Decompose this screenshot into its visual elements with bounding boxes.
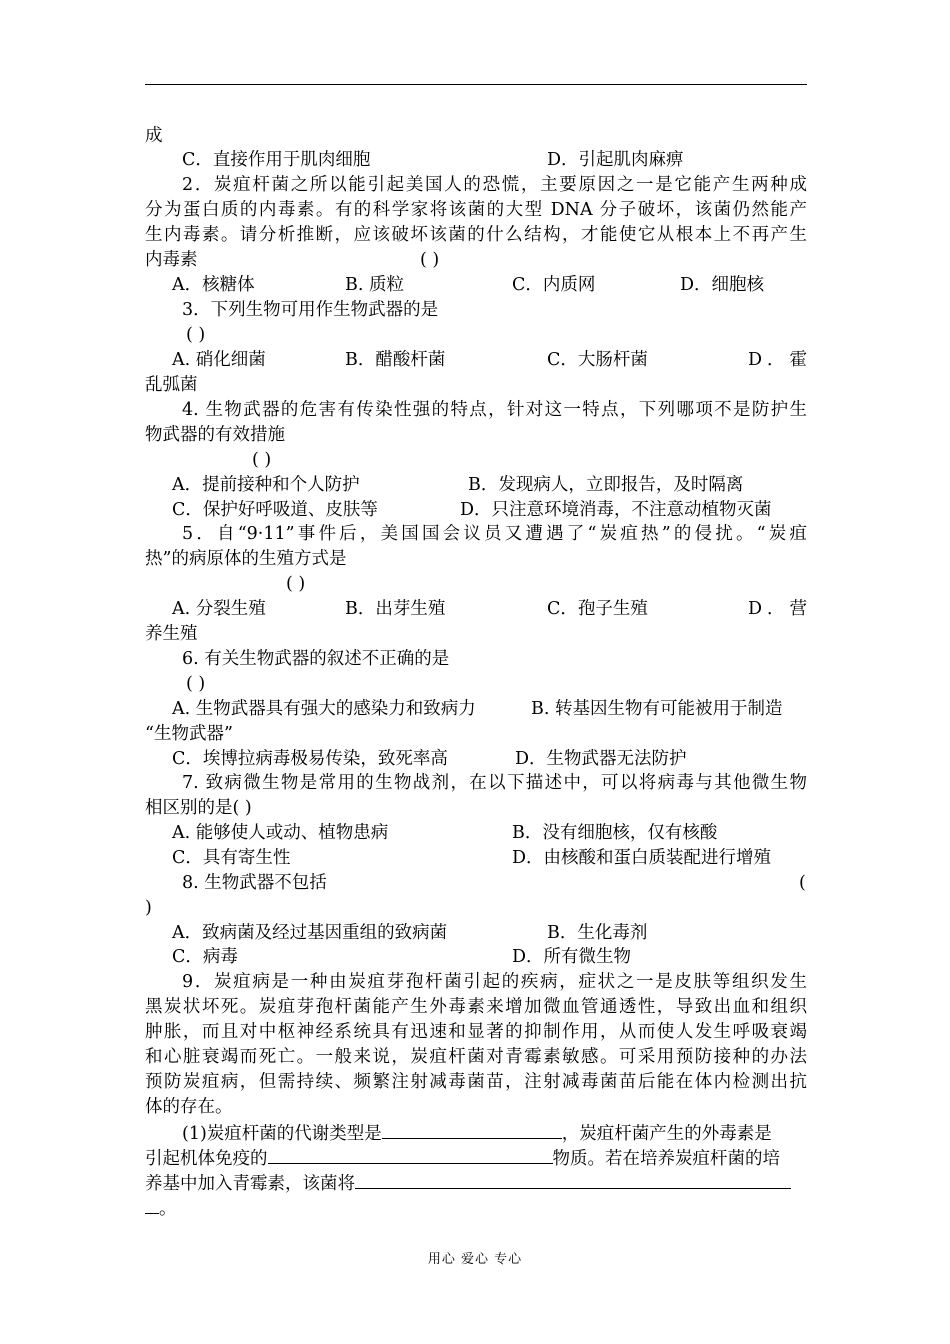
q9-paragraph-line: 预防炭疽病，但需持续、频繁注射减毒菌苗，注射减毒菌苗后能在体内检测出抗 <box>145 1072 807 1092</box>
q8-option-d: D．所有微生物 <box>512 947 632 967</box>
q9-paragraph-line: 黑炭状坏死。炭疽芽孢杆菌能产生外毒素来增加微血管通透性，导致出血和组织 <box>145 997 807 1017</box>
q3-option-b: B．醋酸杆菌 <box>345 350 446 370</box>
q5-stem-line: 热”的病原体的生殖方式是 <box>145 549 347 569</box>
q6-stem: 6. 有关生物武器的叙述不正确的是 <box>182 649 450 669</box>
q9-sub1-text: 。 <box>159 1199 177 1219</box>
q8-paren-close: ) <box>145 898 152 918</box>
q5-option-b: B．出芽生殖 <box>345 599 446 619</box>
header-rule <box>145 84 807 85</box>
answer-blank[interactable] <box>382 1120 562 1139</box>
q4-option-c: C．保护好呼吸道、皮肤等 <box>172 500 378 520</box>
q2-stem-line: 生内毒素。请分析推断，应该破坏该菌的什么结构，才能使它从根本上不再产生 <box>145 225 807 245</box>
q7-option-a: A. 能够使人或动、植物患病 <box>172 823 389 843</box>
q4-option-b: B．发现病人，立即报告，及时隔离 <box>468 475 744 495</box>
q7-stem-line: 相区别的是( ) <box>145 798 252 818</box>
q8-option-a: A．致病菌及经过基因重组的致病菌 <box>172 923 448 943</box>
q9-subquestion-1-line <box>145 1145 807 1172</box>
q4-option-d: D．只注意环境消毒，不注意动植物灭菌 <box>460 500 772 520</box>
q2-option-c: C．内质网 <box>512 275 596 295</box>
q5-option-d-cont: 养生殖 <box>145 624 198 644</box>
text-line: 成 <box>145 126 163 146</box>
q9-paragraph-line: 体的存在。 <box>145 1097 233 1117</box>
q8-option-b: B．生化毒剂 <box>547 923 648 943</box>
q2-option-d: D．细胞核 <box>680 275 765 295</box>
q9-paragraph-line: 和心脏衰竭而死亡。一般来说，炭疽杆菌对青霉素敏感。可采用预防接种的办法 <box>145 1047 807 1067</box>
q5-option-c: C．孢子生殖 <box>547 599 648 619</box>
q4-stem-line: 物武器的有效措施 <box>145 425 285 445</box>
q9-sub1-text: 养基中加入青霉素，该菌将 <box>145 1174 355 1194</box>
q6-option-b: B. 转基因生物有可能被用于制造 <box>531 699 783 719</box>
q7-stem: 7. 致病微生物是常用的生物战剂，在以下描述中，可以将病毒与其他微生物 <box>182 773 807 793</box>
q3-option-d: D．霍 <box>748 350 807 370</box>
q9-paragraph-line: 9．炭疽病是一种由炭疽芽孢杆菌引起的疾病，症状之一是皮肤等组织发生 <box>182 972 807 992</box>
q5-stem: 5．自“9·11”事件后，美国国会议员又遭遇了“炭疽热”的侵扰。“炭疽 <box>182 524 807 544</box>
q1-option-c: C．直接作用于肌肉细胞 <box>182 150 371 170</box>
q5-answer-paren: ( ) <box>286 574 306 594</box>
answer-blank[interactable] <box>145 1195 159 1214</box>
q3-option-a: A. 硝化细菌 <box>172 350 266 370</box>
q2-stem-line: 内毒素 <box>145 250 198 270</box>
answer-blank[interactable] <box>268 1145 553 1164</box>
q7-option-d: D．由核酸和蛋白质装配进行增殖 <box>512 848 772 868</box>
q9-paragraph-line: 肿胀，而且对中枢神经系统具有迅速和显著的抑制作用，从而使人发生呼吸衰竭 <box>145 1022 807 1042</box>
q3-option-c: C．大肠杆菌 <box>547 350 648 370</box>
q9-sub1-text: (1)炭疽杆菌的代谢类型是 <box>182 1124 382 1144</box>
q9-subquestion-1 <box>145 1120 807 1147</box>
q5-option-d: D．营 <box>748 599 807 619</box>
q4-answer-paren: ( ) <box>252 450 272 470</box>
q2-stem: 2．炭疽杆菌之所以能引起美国人的恐慌，主要原因之一是它能产生两种成 <box>182 175 807 195</box>
q7-option-b: B．没有细胞核，仅有核酸 <box>512 823 718 843</box>
q4-stem: 4. 生物武器的危害有传染性强的特点，针对这一特点，下列哪项不是防护生 <box>182 400 807 420</box>
q2-option-a: A．核糖体 <box>172 275 255 295</box>
q6-option-d: D．生物武器无法防护 <box>515 749 687 769</box>
q9-sub1-text: 引起机体免疫的 <box>145 1149 268 1169</box>
q3-option-d-cont: 乱弧菌 <box>145 375 198 395</box>
q5-option-a: A. 分裂生殖 <box>172 599 266 619</box>
q6-option-a: A. 生物武器具有强大的感染力和致病力 <box>172 699 476 719</box>
q2-stem-line: 分为蛋白质的内毒素。有的科学家将该菌的大型 DNA 分子破坏，该菌仍然能产 <box>145 200 807 220</box>
q6-answer-paren: ( ) <box>186 674 206 694</box>
answer-blank[interactable] <box>355 1170 791 1189</box>
page-footer: 用心 爱心 专心 <box>427 1252 523 1267</box>
q9-sub1-text: ，炭疽杆菌产生的外毒素是 <box>561 1124 772 1144</box>
q9-subquestion-1-line <box>145 1195 807 1222</box>
q9-sub1-text: 物质。若在培养炭疽杆菌的培 <box>552 1149 780 1169</box>
q3-answer-paren: ( ) <box>186 325 206 345</box>
q8-stem: 8. 生物武器不包括 <box>182 873 327 893</box>
q6-option-b-cont: “生物武器” <box>145 724 233 744</box>
q8-paren-open: ( <box>799 873 806 893</box>
q3-stem: 3．下列生物可用作生物武器的是 <box>182 300 439 320</box>
q7-option-c: C．具有寄生性 <box>172 848 291 868</box>
q8-option-c: C．病毒 <box>172 947 238 967</box>
q4-option-a: A．提前接种和个人防护 <box>172 475 360 495</box>
q9-subquestion-1-line <box>145 1170 807 1197</box>
q6-option-c: C．埃博拉病毒极易传染，致死率高 <box>172 749 448 769</box>
q2-answer-paren: ( ) <box>420 250 440 270</box>
q2-option-b: B. 质粒 <box>345 275 404 295</box>
q1-option-d: D．引起肌肉麻痹 <box>547 150 684 170</box>
